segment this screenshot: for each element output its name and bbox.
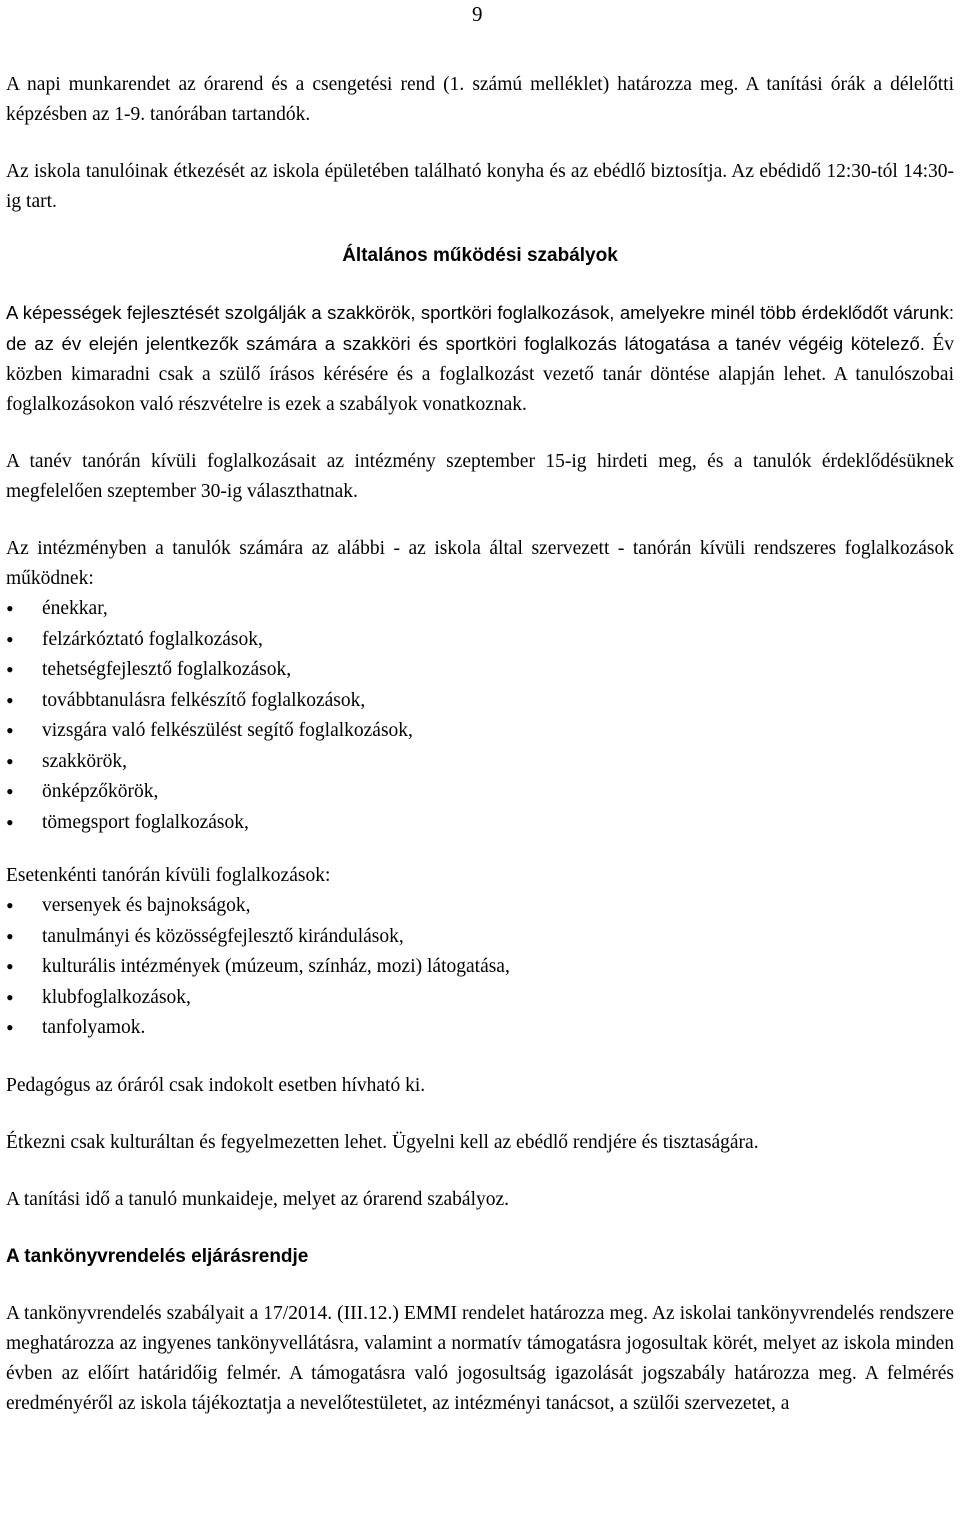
page-number: 9	[472, 2, 483, 26]
paragraph-dining: Az iskola tanulóinak étkezését az iskola épületében található konyha és az ebédlő biztosítja. Az ebédidő 12:30-tól 14:30-ig tart.	[6, 161, 954, 212]
paragraph-extracurricular	[6, 298, 954, 420]
paragraph-study-time: A tanítási idő a tanuló munkaideje, melyet az órarend szabályoz.	[6, 1188, 510, 1210]
list-item: • tanfolyamok.	[6, 1013, 954, 1044]
paragraph-schedule: A napi munkarendet az órarend és a csengetési rend (1. számú melléklet) határozza meg. A tanítási órák a délelőtti képzésben az 1-9. tanórában tartandók.	[6, 74, 954, 125]
list-item: • vizsgára való felkészülést segítő foglalkozások,	[6, 716, 954, 747]
list-item: • énekkar,	[6, 594, 954, 625]
list-item: • önképzőkörök,	[6, 777, 954, 808]
paragraph-occasional-activities: Esetenkénti tanórán kívüli foglalkozások:	[6, 865, 331, 886]
section-heading-textbook-ordering: A tankönyvrendelés eljárásrendje	[6, 1245, 309, 1267]
occasional-activities-list	[6, 891, 954, 1044]
paragraph-dining-conduct: Étkezni csak kulturáltan és fegyelmezetten lehet. Ügyelni kell az ebédlő rendjére és tisztaságára.	[6, 1131, 759, 1153]
paragraph-extracurricular-part1: A képességek fejlesztését szolgálják a szakkörök, sportköri foglalkozások, amelyekre minél több érdeklődőt várunk: de az év elején jelentkezők számára a szakköri és sportköri foglalkozás látogatása a tanév végéig kötelező.	[6, 302, 954, 354]
paragraph-textbook-rules: A tankönyvrendelés szabályait a 17/2014. (III.12.) EMMI rendelet határozza meg. Az iskolai tankönyvrendelés rendszere meghatározza az ingyenes tankönyvellátásra, valamint a normatív támogatásra jogosultak körét, melyet az iskola minden évben az előírt határidőig felmér. A támogatásra való jogosultság igazolását jogszabály határozza meg. A felmérés eredményéről az iskola tájékoztatja a nevelőtestületet, az intézményi tanácsot, a szülői szervezetet, a	[6, 1302, 954, 1414]
list-item: • klubfoglalkozások,	[6, 983, 954, 1014]
list-item: • tehetségfejlesztő foglalkozások,	[6, 655, 954, 686]
regular-activities-list	[6, 594, 954, 838]
document-body	[6, 70, 954, 1419]
list-item: • versenyek és bajnokságok,	[6, 891, 954, 922]
list-item: • tanulmányi és közösségfejlesztő kirándulások,	[6, 922, 954, 953]
section-heading-general-rules: Általános működési szabályok	[342, 245, 618, 266]
list-item: • továbbtanulásra felkészítő foglalkozások,	[6, 686, 954, 717]
list-item: • kulturális intézmények (múzeum, színház, mozi) látogatása,	[6, 952, 954, 983]
list-item: • tömegsport foglalkozások,	[6, 808, 954, 839]
paragraph-extracurricular-part2: Év közben kimaradni csak a szülő írásos kérésére és a foglalkozást vezető tanár döntése alapján lehet.	[6, 334, 954, 385]
paragraph-extracurricular-part3: A tanulószobai foglalkozásokon való részvételre is ezek a szabályok vonatkoznak.	[6, 364, 954, 415]
paragraph-regular-activities: Az intézményben a tanulók számára az alábbi - az iskola által szervezett - tanórán kívüli rendszeres foglalkozások működnek:	[6, 538, 954, 589]
paragraph-announcement: A tanév tanórán kívüli foglalkozásait az intézmény szeptember 15-ig hirdeti meg, és a tanulók érdeklődésüknek megfelelően szeptember 30-ig választhatnak.	[6, 451, 954, 502]
list-item: • felzárkóztató foglalkozások,	[6, 625, 954, 656]
paragraph-teacher-call: Pedagógus az óráról csak indokolt esetben hívható ki.	[6, 1074, 426, 1096]
list-item: • szakkörök,	[6, 747, 954, 778]
